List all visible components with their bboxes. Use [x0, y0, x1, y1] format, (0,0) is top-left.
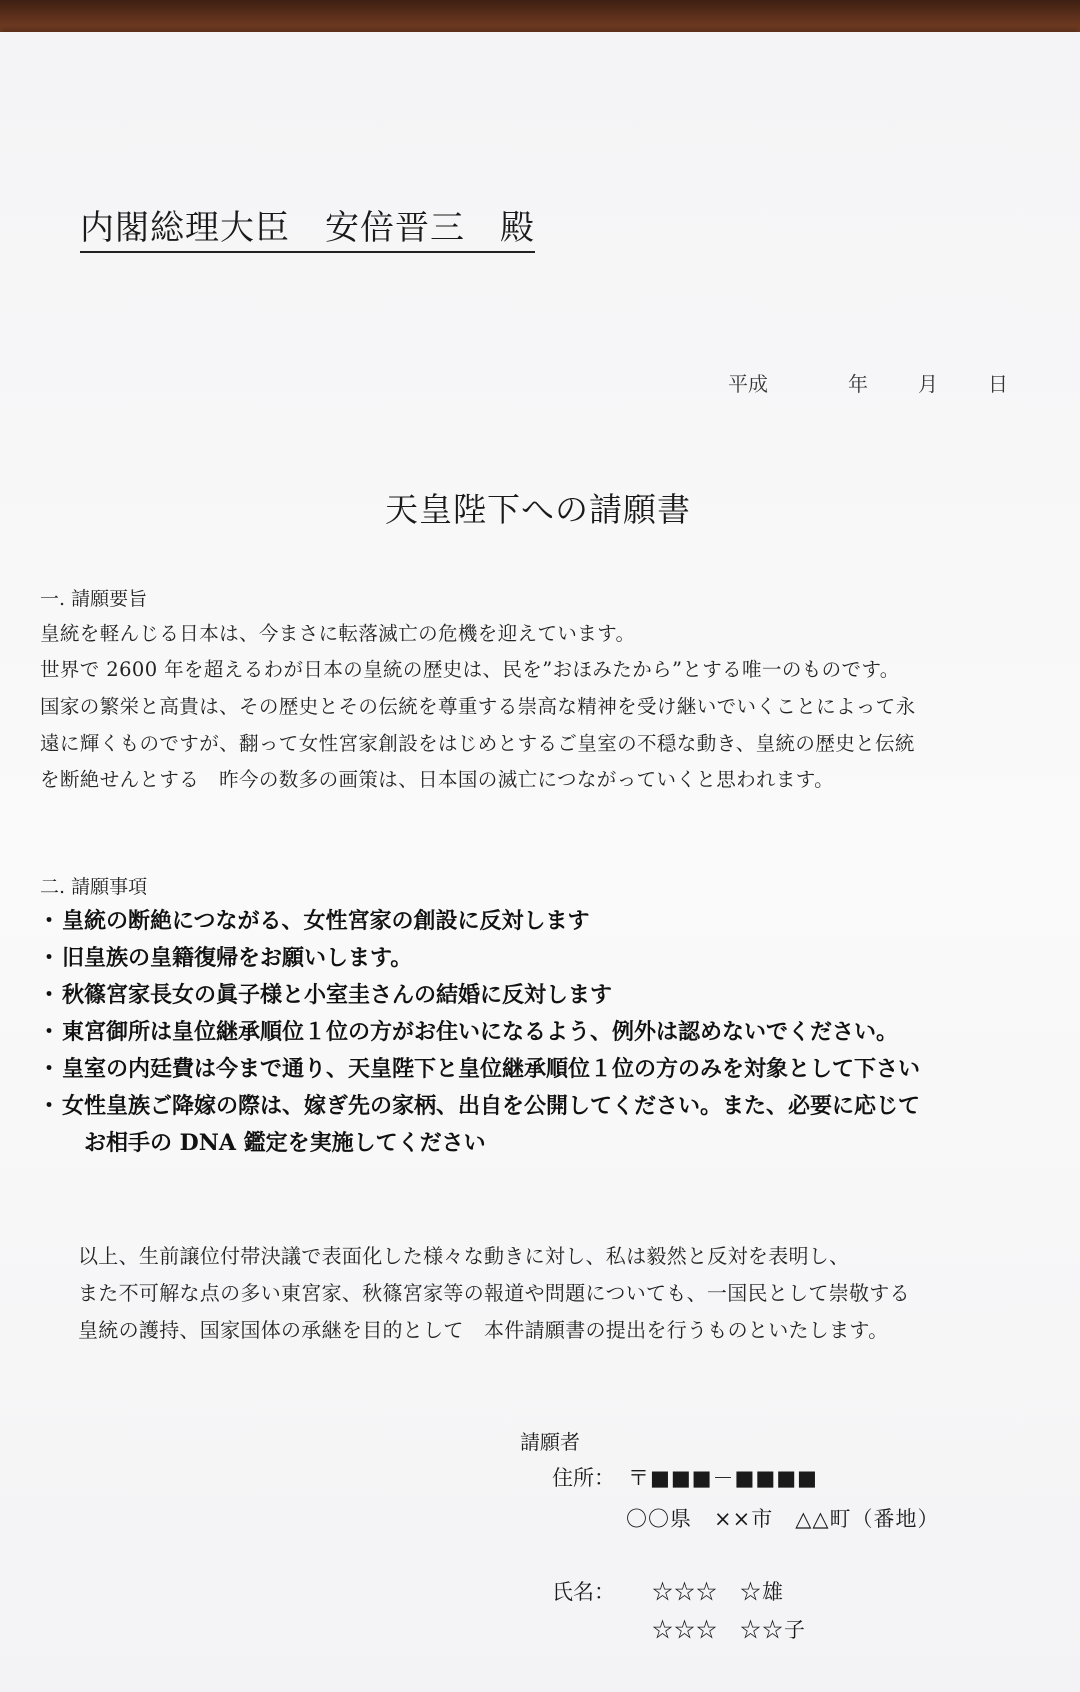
- document-title: 天皇陛下への請願書: [385, 490, 691, 529]
- date-month: 月: [918, 372, 938, 396]
- closing-line: 以上、生前譲位付帯決議で表面化した様々な動きに対し、私は毅然と反対を表明し、: [78, 1244, 850, 1268]
- petitioner-name: ☆☆☆ ☆☆子: [652, 1618, 806, 1642]
- postal-code: 〒■■■－■■■■: [628, 1466, 818, 1490]
- list-item-text: 皇室の内廷費は今まで通り、天皇陛下と皇位継承順位１位の方のみを対象として下さい: [62, 1056, 921, 1082]
- petitioner-label: 請願者: [520, 1430, 580, 1454]
- section1-line: 遠に輝くものですが、翻って女性宮家創設をはじめとするご皇室の不穏な動き、皇統の歴史と伝統: [40, 732, 915, 755]
- addressee: 内閣総理大臣 安倍晋三 殿: [80, 200, 535, 253]
- closing-line: 皇統の護持、国家国体の承継を目的として 本件請願書の提出を行うものといたします。: [78, 1318, 889, 1342]
- list-item: ・女性皇族ご降嫁の際は、嫁ぎ先の家柄、出自を公開してください。また、必要に応じて: [38, 1093, 921, 1119]
- date-year: 年: [848, 372, 868, 396]
- list-item-text: 旧皇族の皇籍復帰をお願いします。: [62, 945, 413, 971]
- list-item: ・皇室の内廷費は今まで通り、天皇陛下と皇位継承順位１位の方のみを対象として下さい: [38, 1056, 921, 1082]
- list-item-text: 秋篠宮家長女の眞子様と小室圭さんの結婚に反対します: [62, 982, 613, 1008]
- date-era: 平成: [728, 372, 768, 396]
- list-item-text: 女性皇族ご降嫁の際は、嫁ぎ先の家柄、出自を公開してください。また、必要に応じて: [62, 1093, 921, 1119]
- section1-line: を断絶せんとする 昨今の数多の画策は、日本国の滅亡につながっていくと思われます。: [40, 768, 835, 791]
- section1-line: 世界で 2600 年を超えるわが日本の皇統の歴史は、民を”おほみたから”とする唯一のものです。: [40, 658, 900, 681]
- list-item: ・秋篠宮家長女の眞子様と小室圭さんの結婚に反対します: [38, 982, 613, 1008]
- section2-heading: 二. 請願事項: [40, 876, 148, 898]
- list-item-text: 東宮御所は皇位継承順位１位の方がお住いになるよう、例外は認めないでください。: [62, 1019, 899, 1045]
- address-label: 住所：: [552, 1466, 615, 1490]
- address-value: 〇〇県 ××市 △△町（番地）: [626, 1507, 940, 1531]
- petition-document: [0, 32, 1080, 1692]
- section1-heading: 一. 請願要旨: [40, 588, 148, 610]
- name-label: 氏名：: [552, 1580, 615, 1604]
- petitioner-name: ☆☆☆ ☆雄: [652, 1580, 784, 1604]
- list-item-continuation: お相手の DNA 鑑定を実施してください: [84, 1130, 486, 1156]
- closing-line: また不可解な点の多い東宮家、秋篠宮家等の報道や問題についても、一国民として崇敬する: [78, 1281, 910, 1305]
- date-day: 日: [988, 372, 1008, 396]
- list-item: ・旧皇族の皇籍復帰をお願いします。: [38, 945, 413, 971]
- list-item-text: 皇統の断絶につながる、女性宮家の創設に反対します: [62, 908, 590, 934]
- date-line: [728, 368, 1008, 397]
- section1-line: 皇統を軽んじる日本は、今まさに転落滅亡の危機を迎えています。: [40, 622, 636, 645]
- list-item: ・皇統の断絶につながる、女性宮家の創設に反対します: [38, 908, 590, 934]
- section1-line: 国家の繁栄と高貴は、その歴史とその伝統を尊重する崇高な精神を受け継いでいくことによって永: [40, 695, 916, 718]
- list-item: ・東宮御所は皇位継承順位１位の方がお住いになるよう、例外は認めないでください。: [38, 1019, 899, 1045]
